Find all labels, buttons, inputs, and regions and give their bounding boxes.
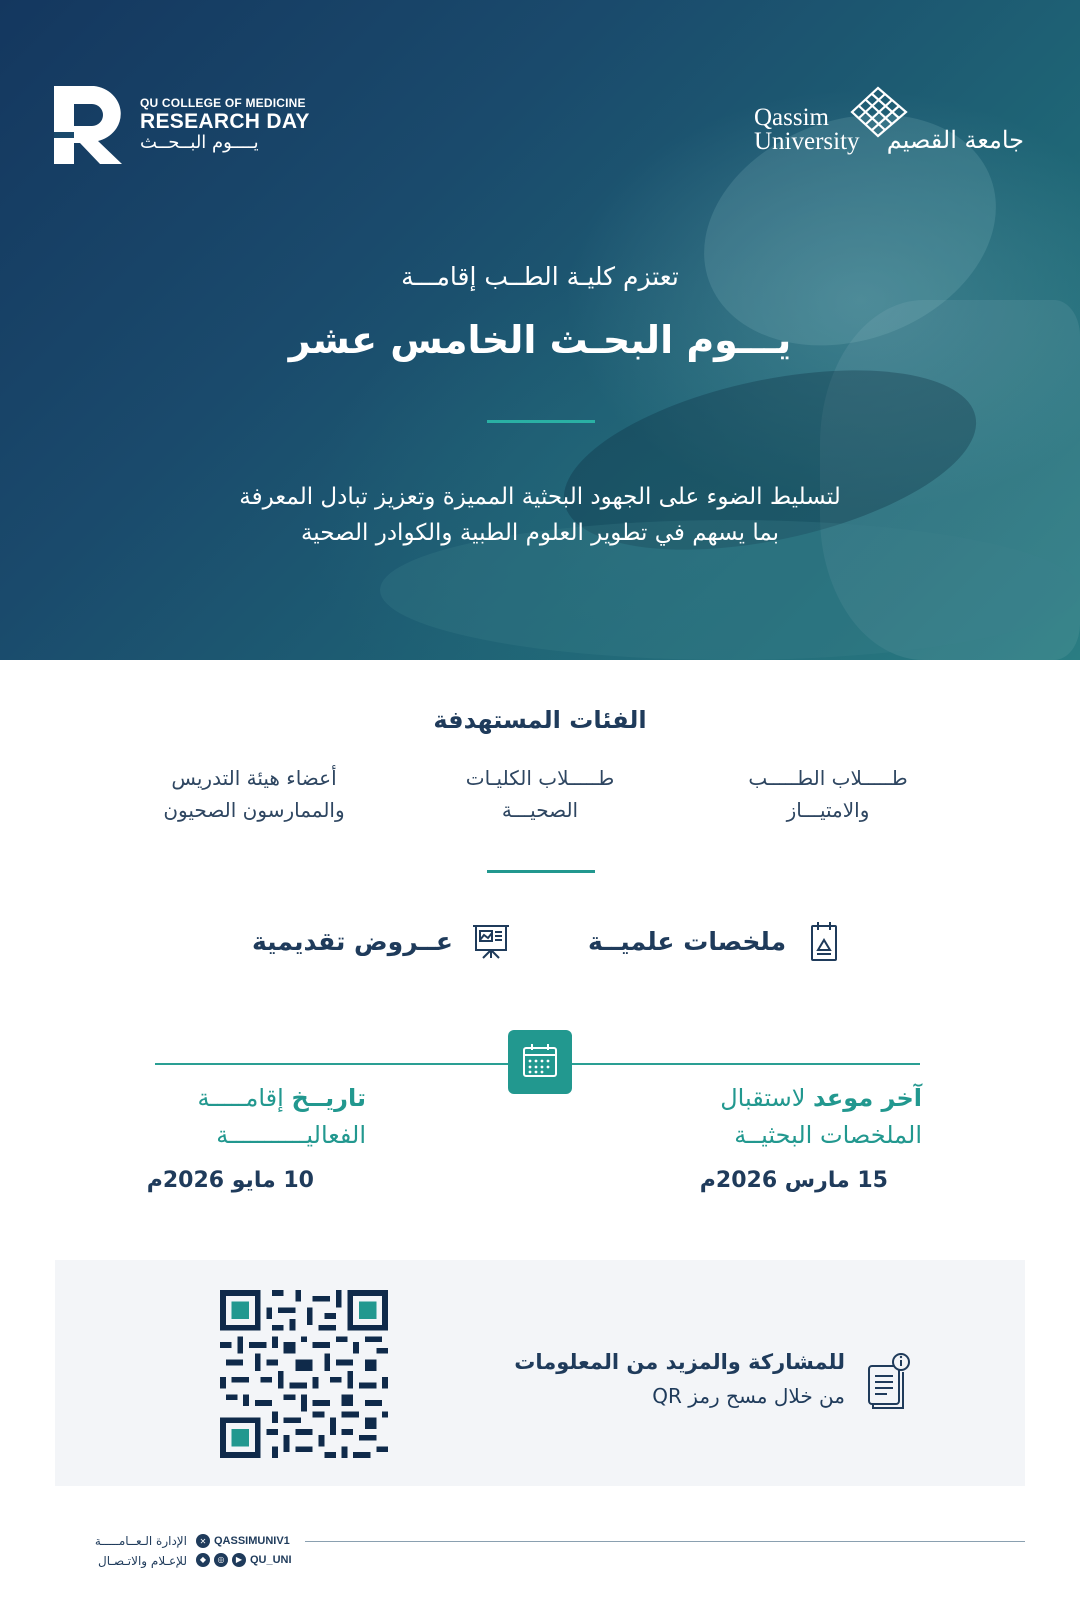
- deadline-date: 15 مارس 2026م: [699, 1168, 888, 1194]
- clipboard-document-icon: [804, 920, 844, 962]
- calendar-icon: [508, 1030, 572, 1094]
- submission-deadline: [682, 1080, 922, 1193]
- event-date-heading: [126, 1080, 366, 1117]
- logo-college-name: QU COLLEGE OF MEDICINE: [140, 95, 306, 110]
- target-category-line: طـــــلاب الكليـات: [465, 766, 615, 790]
- youtube-icon: ▶: [232, 1553, 246, 1567]
- deadline-heading-line2: الملخصات البحثيــة: [734, 1121, 922, 1150]
- registration-info-text: [455, 1350, 845, 1408]
- deadline-head-rest: لاستقبال: [720, 1084, 814, 1112]
- snapchat-icon: ◆: [196, 1553, 210, 1567]
- target-category-line: والامتيـــاز: [786, 798, 870, 822]
- target-category-line: والممارسون الصحيون: [163, 798, 345, 822]
- submission-type-presentations: [252, 920, 511, 962]
- footer-org-name: [55, 1532, 187, 1572]
- hero-banner: [0, 0, 1080, 660]
- hero-subtitle: تعتزم كليـة الطــب إقامـــة: [401, 262, 679, 291]
- research-day-wordmark: [140, 97, 310, 153]
- qu-en-line2: University: [754, 127, 860, 155]
- x-handle: QASSIMUNIV1: [214, 1535, 290, 1547]
- footer-rule: [305, 1541, 1025, 1542]
- qassim-university-logo: [754, 86, 1024, 170]
- event-date: [126, 1080, 366, 1193]
- footer-org-line1: الإدارة الـعــامـــــة: [94, 1534, 187, 1548]
- deadline-heading: [682, 1080, 922, 1117]
- other-handle: QU_UNI: [250, 1553, 292, 1566]
- calendar-badge: [508, 1030, 572, 1094]
- hero-divider: [487, 420, 595, 423]
- presentations-label: عــروض تقديمية: [252, 926, 453, 956]
- logo-research-day: RESEARCH DAY: [140, 110, 310, 134]
- research-day-logo: [54, 86, 310, 164]
- abstracts-label: ملخصات علميــة: [588, 926, 787, 956]
- target-category-line: الصحيـــة: [501, 798, 579, 822]
- target-category-line: أعضاء هيئة التدريس: [171, 766, 337, 790]
- event-date-heading-line2: الفعاليـــــــــــة: [216, 1121, 366, 1150]
- registration-info-box: [55, 1260, 1025, 1486]
- x-icon: ✕: [196, 1534, 210, 1548]
- footer-social-handles: [196, 1532, 292, 1569]
- target-category: [124, 762, 384, 826]
- target-groups-title: الفئات المستهدفة: [433, 706, 647, 734]
- presentation-board-icon: [471, 920, 511, 962]
- hero-title: يـــوم البحـث الخامس عشر: [288, 318, 792, 362]
- target-category: [410, 762, 670, 826]
- qu-en-line1: Qassim: [754, 104, 829, 131]
- event-date-value: 10 مايو 2026م: [146, 1168, 314, 1194]
- info-line-participate: للمشاركة والمزيد من المعلومات: [514, 1350, 845, 1374]
- event-head-rest: إقامـــــة: [197, 1084, 292, 1112]
- target-category-line: طـــــلاب الطـــــب: [748, 766, 908, 790]
- qassim-university-ar: جامعة القصيم: [886, 126, 1024, 154]
- hero-description-line1: لتسليط الضوء على الجهود البحثية المميزة وتعزيز تبادل المعرفة: [239, 484, 841, 510]
- hero-description: [0, 480, 1080, 551]
- qassim-university-en: [754, 106, 860, 154]
- section-divider: [487, 870, 595, 873]
- target-category: [698, 762, 958, 826]
- social-row-others[interactable]: [196, 1551, 292, 1570]
- footer-org-line2: للإعـلام والاتـصـال: [97, 1553, 187, 1568]
- logo-research-day-ar: يــــوم البــحــث: [140, 132, 259, 154]
- qr-code[interactable]: [220, 1290, 388, 1458]
- event-head-bold: تاريــخ: [291, 1084, 366, 1112]
- hero-description-line2: بما يسهم في تطوير العلوم الطبية والكوادر الصحية: [300, 519, 780, 546]
- document-info-icon: [863, 1352, 911, 1410]
- deadline-head-bold: آخر موعد: [813, 1084, 922, 1112]
- submission-type-abstracts: [588, 920, 844, 962]
- social-row-x[interactable]: [196, 1532, 292, 1551]
- info-line-scan-qr: من خلال مسح رمز QR: [652, 1384, 845, 1408]
- research-day-r-icon: [54, 86, 126, 164]
- instagram-icon: ◎: [214, 1553, 228, 1567]
